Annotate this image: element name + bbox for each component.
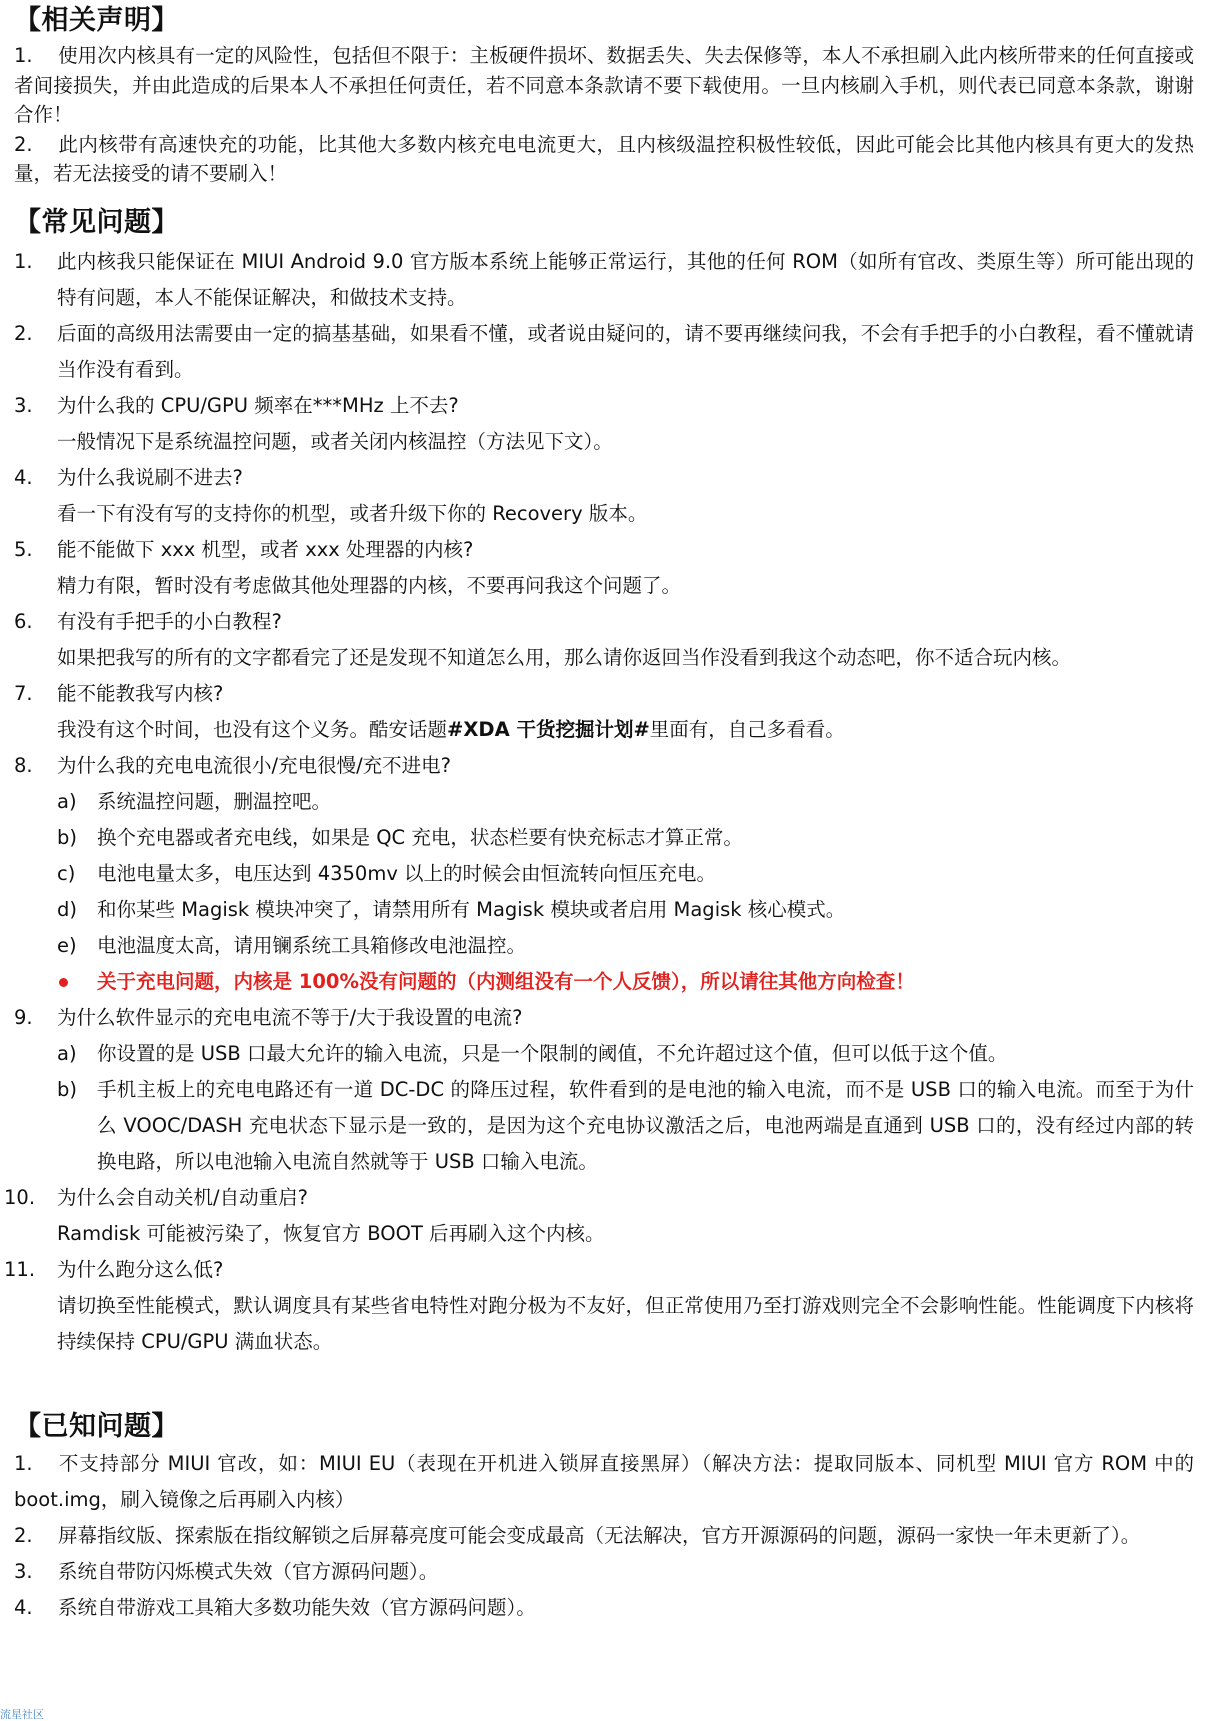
topic-tag: #XDA 干货挖掘计划# bbox=[447, 718, 650, 741]
disclaimer-section bbox=[14, 4, 1194, 189]
faq-8-sub-c: c) 电池电量太多，电压达到 4350mv 以上的时候会由恒流转向恒压充电。 bbox=[57, 862, 717, 885]
bullet-dot-icon bbox=[59, 978, 68, 987]
faq-item-11: 11. 为什么跑分这么低? 请切换至性能模式，默认调度具有某些省电特性对跑分极为不友好，但正常使用乃至打游戏则完全不会影响性能。性能调度下内核将持续保持 CPU/GPU 满血状态。 bbox=[4, 1258, 1194, 1353]
faq-8-sub-a: a) 系统温控问题，删温控吧。 bbox=[57, 790, 332, 813]
faq-item-2: 2. 后面的高级用法需要由一定的搞基基础，如果看不懂，或者说由疑问的，请不要再继续问我，不会有手把手的小白教程，看不懂就请当作没有看到。 bbox=[14, 322, 1194, 381]
faq-item-5: 5. 能不能做下 xxx 机型，或者 xxx 处理器的内核? 精力有限，暂时没有考虑做其他处理器的内核，不要再问我这个问题了。 bbox=[14, 538, 682, 597]
disclaimer-item-2: 2. 此内核带有高速快充的功能，比其他大多数内核充电电流更大，且内核级温控积极性较低，因此可能会比其他内核具有更大的发热量，若无法接受的请不要刷入！ bbox=[14, 132, 1194, 185]
known-item-4: 4. 系统自带游戏工具箱大多数功能失效（官方源码问题）。 bbox=[14, 1596, 536, 1619]
known-issues-section bbox=[14, 1410, 1194, 1626]
faq-8-sub-d: d) 和你某些 Magisk 模块冲突了，请禁用所有 Magisk 模块或者启用 Magisk 核心模式。 bbox=[57, 898, 846, 921]
faq-9-sub-b: b) 手机主板上的充电电路还有一道 DC-DC 的降压过程，软件看到的是电池的输入电流，而不是 USB 口的输入电流。而至于为什么 VOOC/DASH 充电状态下显示是一致的，是因为这个充电协议激活之后，电池两端是直通到 USB 口的，没有经过内部的转换电路，所以电池输入电流自然就等于 USB 口输入电流。 bbox=[57, 1078, 1194, 1173]
faq-item-1: 1. 此内核我只能保证在 MIUI Android 9.0 官方版本系统上能够正常运行，其他的任何 ROM（如所有官改、类原生等）所可能出现的特有问题，本人不能保证解决，和做技术支持。 bbox=[14, 250, 1194, 309]
known-issues-title: 【已知问题】 bbox=[14, 1411, 179, 1442]
faq-9-sub-a: a) 你设置的是 USB 口最大允许的输入电流，只是一个限制的阈值，不允许超过这个值，但可以低于这个值。 bbox=[57, 1042, 1008, 1065]
faq-section bbox=[4, 206, 1194, 1360]
disclaimer-item-1: 1. 使用次内核具有一定的风险性，包括但不限于：主板硬件损坏、数据丢失、失去保修等，本人不承担刷入此内核所带来的任何直接或者间接损失，并由此造成的后果本人不承担任何责任，若不同意本条款请不要下载使用。一旦内核刷入手机，则代表已同意本条款，谢谢合作！ bbox=[14, 44, 1194, 126]
charging-warning: 关于充电问题，内核是 100%没有问题的（内测组没有一个人反馈），所以请往其他方向检查！ bbox=[57, 964, 1194, 1000]
faq-8-sub-e: e) 电池温度太高，请用镧系统工具箱修改电池温控。 bbox=[57, 934, 527, 957]
known-item-2: 2. 屏幕指纹版、探索版在指纹解锁之后屏幕亮度可能会变成最高（无法解决，官方开源源码的问题，源码一家快一年未更新了）。 bbox=[14, 1524, 1141, 1547]
known-item-1: 1. 不支持部分 MIUI 官改，如：MIUI EU（表现在开机进入锁屏直接黑屏）（解决方法：提取同版本、同机型 MIUI 官方 ROM 中的 boot.img，刷入镜像之后再刷入内核） bbox=[14, 1452, 1194, 1511]
faq-title: 【常见问题】 bbox=[14, 207, 179, 238]
faq-list bbox=[4, 244, 1194, 1360]
watermark: 流星社区 bbox=[0, 1708, 44, 1721]
faq-item-7-answer: 我没有这个时间，也没有这个义务。酷安话题#XDA 干货挖掘计划#里面有，自己多看看。 bbox=[57, 718, 845, 741]
faq-item-4: 4. 为什么我说刷不进去? 看一下有没有写的支持你的机型，或者升级下你的 Recovery 版本。 bbox=[14, 466, 648, 525]
faq-item-10: 10. 为什么会自动关机/自动重启? Ramdisk 可能被污染了，恢复官方 BOOT 后再刷入这个内核。 bbox=[4, 1186, 605, 1245]
known-item-3: 3. 系统自带防闪烁模式失效（官方源码问题）。 bbox=[14, 1560, 439, 1583]
faq-item-7: 7. 能不能教我写内核? 我没有这个时间，也没有这个义务。酷安话题#XDA 干货挖掘计划#里面有，自己多看看。 bbox=[14, 676, 1194, 748]
faq-8-sub-b: b) 换个充电器或者充电线，如果是 QC 充电，状态栏要有快充标志才算正常。 bbox=[57, 826, 743, 849]
faq-item-8: 8. 为什么我的充电电流很小/充电很慢/充不进电? a) 系统温控问题，删温控吧。 b) 换个充电器或者充电线，如果是 QC 充电，状态栏要有快充标志才算正常。 c) 电池电量太多，电压达到 4350mv 以上的时候会由恒流转向恒压充电。 d) 和你某些 Magisk 模块冲突了，请禁用所有 Magisk 模块或者启用 Magisk 核心模式。 e) 电池温度太高，请用镧系统工具箱修改电池温控。 关于充电问题，内核是 100%没有问题的（内测组没有一个人反馈），所以请往其他方向检查！ bbox=[14, 748, 1194, 1000]
disclaimer-title: 【相关声明】 bbox=[14, 5, 179, 36]
faq-item-6: 6. 有没有手把手的小白教程? 如果把我写的所有的文字都看完了还是发现不知道怎么用，那么请你返回当作没看到我这个动态吧，你不适合玩内核。 bbox=[14, 610, 1072, 669]
faq-item-9: 9. 为什么软件显示的充电电流不等于/大于我设置的电流? a) 你设置的是 USB 口最大允许的输入电流，只是一个限制的阈值，不允许超过这个值，但可以低于这个值。 b) 手机主板上的充电电路还有一道 DC-DC 的降压过程，软件看到的是电池的输入电流，而不是 USB 口的输入电流。而至于为什么 VOOC/DASH 充电状态下显示是一致的，是因为这个充电协议激活之后，电池两端是直通到 USB 口的，没有经过内部的转换电路，所以电池输入电流自然就等于 USB 口输入电流。 bbox=[14, 1000, 1194, 1180]
faq-item-3: 3. 为什么我的 CPU/GPU 频率在***MHz 上不去? 一般情况下是系统温控问题，或者关闭内核温控（方法见下文）。 bbox=[14, 394, 613, 453]
